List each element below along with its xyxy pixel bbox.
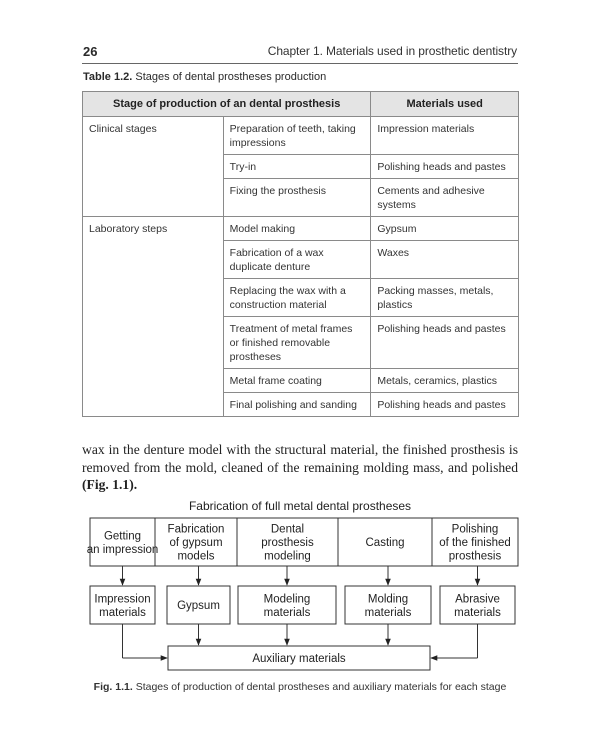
- material-cell: Packing masses, metals, plastics: [371, 279, 519, 317]
- auxiliary-label: Auxiliary materials: [252, 653, 346, 665]
- stage-label: Getting an impression: [86, 530, 159, 556]
- group-laboratory: Laboratory steps: [83, 217, 224, 417]
- figure-caption-text: Stages of production of dental prostheses and auxiliary materials for each stage: [135, 681, 507, 693]
- material-cell: Polishing heads and pastes: [371, 393, 519, 417]
- ref-label: Fig. 1.1: [86, 477, 130, 492]
- body-text: wax in the denture model with the structural material, the finished prosthesis is removed from the mold, cleaned of the remaining molding mass, and polished: [82, 442, 518, 475]
- figure-caption-label: Fig. 1.1.: [93, 681, 133, 693]
- step-cell: Final polishing and sanding: [223, 393, 371, 417]
- stage-label: Polishing of the finished prosthesis: [439, 523, 511, 563]
- material-cell: Polishing heads and pastes: [371, 155, 519, 179]
- figure-caption: [82, 681, 518, 693]
- material-cell: Metals, ceramics, plastics: [371, 369, 519, 393]
- material-label: Modeling materials: [263, 593, 311, 619]
- ref-open: (: [82, 477, 87, 492]
- group-clinical: Clinical stages: [83, 117, 224, 217]
- header-materials: Materials used: [371, 92, 519, 117]
- figure-title: Fabrication of full metal dental prostheses: [188, 499, 412, 513]
- step-cell: Replacing the wax with a construction material: [223, 279, 371, 317]
- material-label: Molding materials: [364, 593, 412, 619]
- flow-content: [87, 518, 518, 670]
- step-cell: Fabrication of a wax duplicate denture: [223, 241, 371, 279]
- page-number: 26: [83, 44, 98, 59]
- step-cell: Metal frame coating: [223, 369, 371, 393]
- stage-label: Fabrication of gypsum models: [167, 523, 225, 563]
- material-label: Impression materials: [94, 593, 151, 619]
- table-caption-label: Table 1.2.: [83, 71, 133, 83]
- step-cell: Model making: [223, 217, 371, 241]
- header-stage: Stage of production of an dental prosthesis: [83, 92, 371, 117]
- ref-close: ).: [129, 477, 138, 492]
- step-cell: Preparation of teeth, taking impressions: [223, 117, 371, 155]
- table-caption-text: Stages of dental prostheses production: [135, 71, 327, 83]
- material-label: Gypsum: [177, 600, 220, 612]
- step-cell: Treatment of metal frames or finished removable prostheses: [223, 317, 371, 369]
- step-cell: Try-in: [223, 155, 371, 179]
- material-cell: Cements and adhesive systems: [371, 179, 519, 217]
- stage-label: Dental prosthesis modeling: [261, 523, 314, 563]
- material-cell: Waxes: [371, 241, 519, 279]
- material-cell: Gypsum: [371, 217, 519, 241]
- chapter-title: Chapter 1. Materials used in prosthetic dentistry: [267, 44, 517, 58]
- stage-label: Casting: [365, 537, 405, 549]
- material-cell: Impression materials: [371, 117, 519, 155]
- material-cell: Polishing heads and pastes: [371, 317, 519, 369]
- step-cell: Fixing the prosthesis: [223, 179, 371, 217]
- material-label: Abrasive materials: [454, 593, 501, 619]
